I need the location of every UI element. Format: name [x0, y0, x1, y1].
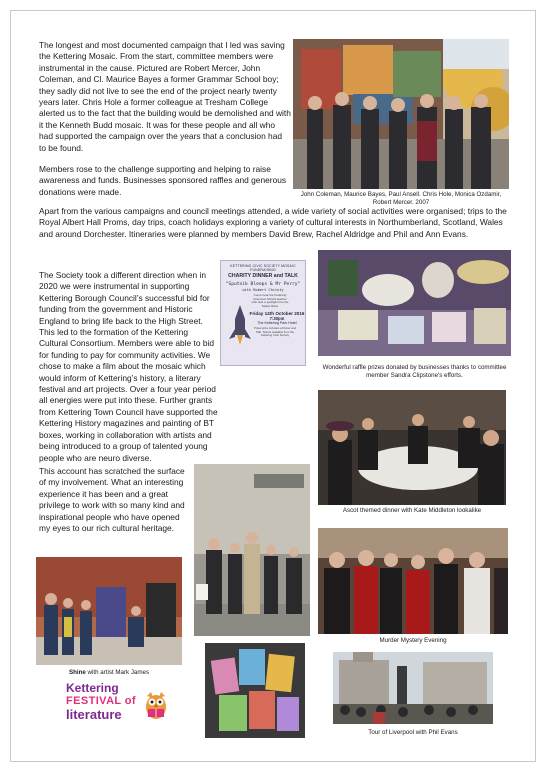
- charity-dinner-poster: [220, 260, 306, 366]
- poster-time: 7:30pm: [269, 316, 285, 321]
- owl-icon: [144, 690, 168, 720]
- photo-mosaic-building-group: [194, 464, 310, 636]
- photo-shine-group: [36, 557, 182, 665]
- poster-talk: "Sputnik Bleeps & Mr Perry": [225, 282, 301, 288]
- caption-mosaic-photo: John Coleman, Maurice Bayes, Paul Ansell. Chris Hole, Monica Ozdamir, Robert Mercer. 2007: [300, 191, 502, 206]
- photo-murder-mystery: [318, 528, 508, 634]
- photo-ascot-dinner: [318, 390, 506, 505]
- photo-raffle-prizes: [318, 250, 511, 356]
- poster-tickets: Ticket price includes a Dinner and Talk. Tickets available from the Kettering Civic Society: [253, 326, 297, 338]
- caption-murder-mystery: Murder Mystery Evening: [379, 637, 447, 644]
- caption-shine-bold: Shine: [68, 669, 86, 676]
- caption-liverpool-tour: Tour of Liverpool with Phil Evans: [368, 729, 458, 736]
- logo-line-festival: FESTIVAL of: [66, 695, 136, 707]
- poster-speaker: with Robert Christy: [242, 287, 284, 292]
- photo-liverpool-tour: [333, 652, 493, 724]
- caption-ascot-dinner: Ascot themed dinner with Kate Middleton lookalike: [342, 507, 482, 514]
- logo-line-literature: literature: [66, 707, 122, 722]
- paragraph-social-activities: Apart from the various campaigns and council meetings attended, a wide variety of social activities were organised; trips to the Royal Albert Hall Proms, day trips, coach holidays exploring a variety of cultural interests in Northumberland, Scotland, Wales and around Dorchester. Itineraries were planned by members David Brew, Rachel Aldridge and Phil and Ann Evans.: [39, 206, 507, 239]
- paragraph-society-direction: The Society took a different direction when in 2020 we were instrumental in supporting Kettering Borough Council’s successful bid for funding from the government and Historic England to bring life back to the High Street. This led to the formation of the Kettering Cultural Consortium. Members were able to bid for funding to pay for community activities. We chose to make a film about the mosaic which would inform of Kettering’s history, a literary festival and art projects. Over a four year period all energies were put into these. Further grants from Kettering Town Council have supported the Kettering History magazines and painting of BT boxes, working in collaboration with artists and being introduced to a group of talented young people who are neuro diverse.: [39, 270, 218, 463]
- sputnik-rocket-icon: [229, 305, 251, 345]
- poster-date: Friday 14th October 2016: [249, 310, 305, 316]
- paragraph-closing: This account has scratched the surface of my involvement. What an interesting experience it has been and a great privilege to work with so many kind and inspirational people who have opened my eyes to our rich cultural heritage.: [39, 466, 185, 534]
- poster-blurb: Come hear the Kettering Grammar School teacher who was a spotlight into the Space Race: [251, 293, 289, 308]
- caption-shine-rest: with artist Mark James: [85, 669, 150, 676]
- photo-history-magazines: [205, 643, 305, 738]
- caption-shine: [36, 669, 182, 677]
- poster-title: CHARITY DINNER and TALK: [228, 273, 298, 280]
- photo-mosaic-group: [293, 39, 509, 189]
- poster-venue: The Kettering Park Hotel: [257, 321, 297, 325]
- paragraph-members-fundraising: Members rose to the challenge supporting and helping to raise awareness and funds. Businesses sponsored raffles and generous donations were made.: [39, 164, 287, 197]
- kettering-festival-logo: [60, 680, 172, 730]
- caption-raffle-prizes: Wonderful raffle prizes donated by businesses thanks to committee member Sandra Clipstone's efforts.: [322, 364, 507, 379]
- logo-line-kettering: Kettering: [66, 681, 119, 695]
- paragraph-mosaic-campaign: The longest and most documented campaign that I led was saving the Kettering Mosaic. From the start, committee members were instrumental in the cause. Pictured are Robert Mercer, John Coleman, and Cl. Maurice Bayes a former Grammar School boy; they sadly did not live to see the end of the project nearly twenty years later. Chris Hole a former colleague at Tresham College alerted us to the fact that the building would be demolished and with it the Kenneth Budd mosaic. It was for these people and all who had supported the campaign over the years that a conclusion had to be found.: [39, 40, 291, 153]
- poster-society: KETTERING CIVIC SOCIETY MOSAIC FUNDRAISING: [230, 264, 296, 273]
